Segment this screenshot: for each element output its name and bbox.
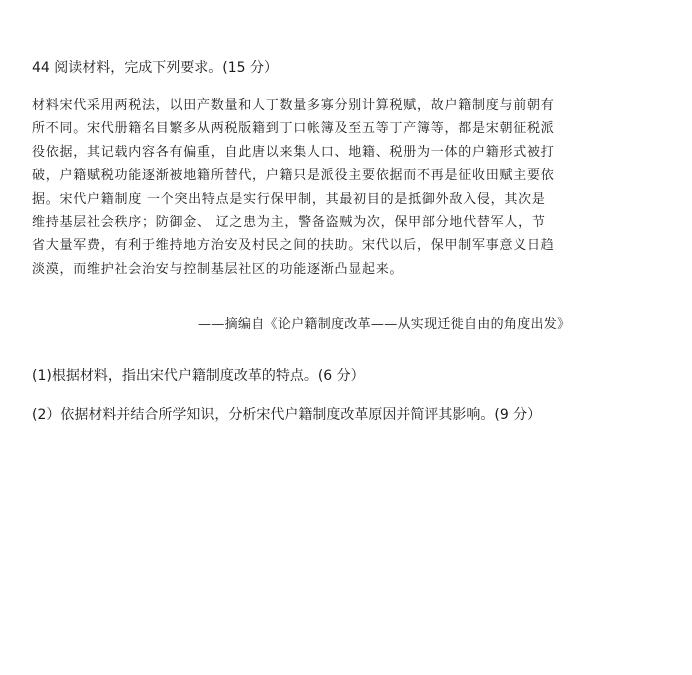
material-line: 役依据，其记载内容各有偏重，自此唐以来集人口、地籍、税册为一体的户籍形式被打 — [32, 144, 555, 160]
material-passage — [32, 94, 662, 281]
material-line: 省大量军费，有利于维持地方治安及村民之间的扶助。宋代以后，保甲制军事意义日趋 — [32, 238, 555, 254]
material-line: 破，户籍赋税功能逐渐被地籍所替代，户籍只是派役主要依据而不再是征收田赋主要依 — [32, 168, 555, 184]
material-line: 淡漠，而维护社会治安与控制基层社区的功能逐渐凸显起来。 — [32, 261, 404, 277]
material-line: 维持基层社会秩序；防御金、 辽之患为主，警备盗贼为次，保甲部分地代替军人，节 — [32, 214, 546, 230]
material-line: 所不同。宋代册籍名目繁多从两税版籍到丁口帐簿及至五等丁产簿等，都是宋朝征税派 — [32, 121, 555, 137]
sub-question-1: (1)根据材料，指出宋代户籍制度改革的特点。(6 分） — [32, 368, 365, 384]
material-line: 材料宋代采用两税法，以田产数量和人丁数量多寡分别计算税赋，故户籍制度与前朝有 — [32, 98, 555, 113]
question-title: 44 阅读材料，完成下列要求。(15 分） — [32, 60, 278, 76]
sub-question-2: (2）依据材料并结合所学知识，分析宋代户籍制度改革原因并简评其影响。(9 分） — [32, 407, 542, 423]
material-line: 据。宋代户籍制度 一个突出特点是实行保甲制，其最初目的是抵御外敌入侵，其次是 — [32, 191, 546, 207]
material-source: ——摘编自《论户籍制度改革——从实现迁徙自由的角度出发》 — [198, 317, 571, 332]
